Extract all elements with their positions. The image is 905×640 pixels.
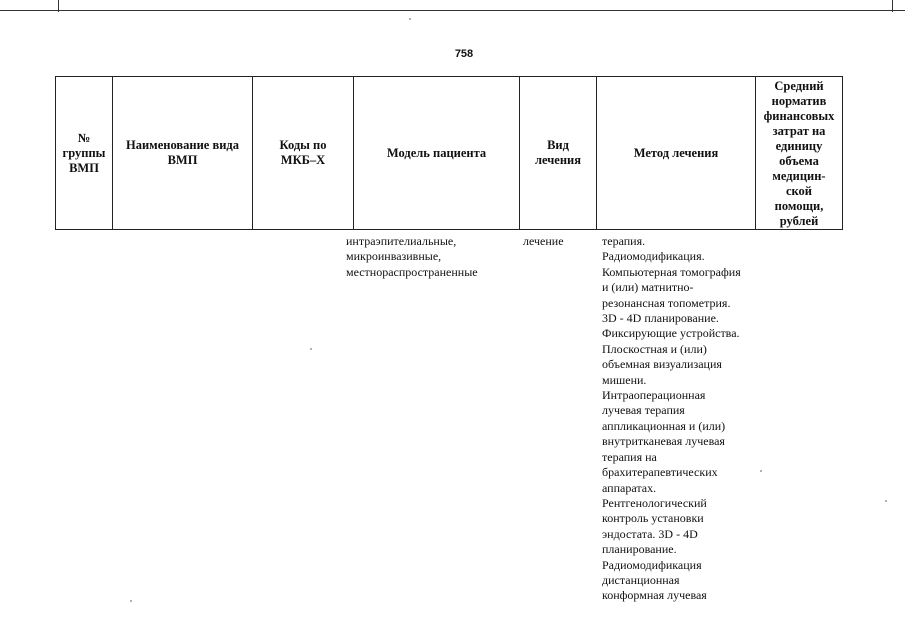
scan-speck: [409, 18, 411, 20]
header-vmp-name: Наименование вида ВМП: [113, 77, 253, 230]
header-average-cost: Средний норматив финансовых затрат на единицу объема медицин- ской помощи, рублей: [756, 77, 843, 230]
header-treatment-method: Метод лечения: [597, 77, 756, 230]
vmp-table-header: [55, 76, 843, 230]
top-tick-mark: [58, 0, 59, 12]
header-group-number: № группы ВМП: [56, 77, 113, 230]
top-tick-mark: [892, 0, 893, 12]
top-border-line: [0, 0, 905, 11]
treatment-type-text: лечение: [523, 234, 564, 248]
scan-speck: [130, 600, 132, 602]
header-patient-model: Модель пациента: [354, 77, 520, 230]
scan-speck: [885, 500, 887, 502]
scan-speck: [310, 348, 312, 350]
scan-speck: [760, 470, 762, 472]
header-treatment-type: Вид лечения: [520, 77, 597, 230]
header-icd-codes: Коды по МКБ–Х: [253, 77, 354, 230]
treatment-method-text: терапия. Радиомодификация. Компьютерная томография и (или) матнитно- резонансная топометрия. 3D - 4D планирование. Фиксирующие устройства. Плоскостная и (или) объемная визуализация мишени. Интраоперационная лучевая терапия аппликационная и (или) внутритканевая лучевая терапия на брахитерапевтических аппаратах. Рентгенологический контроль установки эндостата. 3D - 4D планирование. Радиомодификация дистанционная конформная лучевая: [602, 234, 741, 603]
patient-model-text: интраэпителиальные, микроинвазивные, местнораспространенные: [346, 234, 478, 279]
page-number: 758: [454, 48, 474, 60]
